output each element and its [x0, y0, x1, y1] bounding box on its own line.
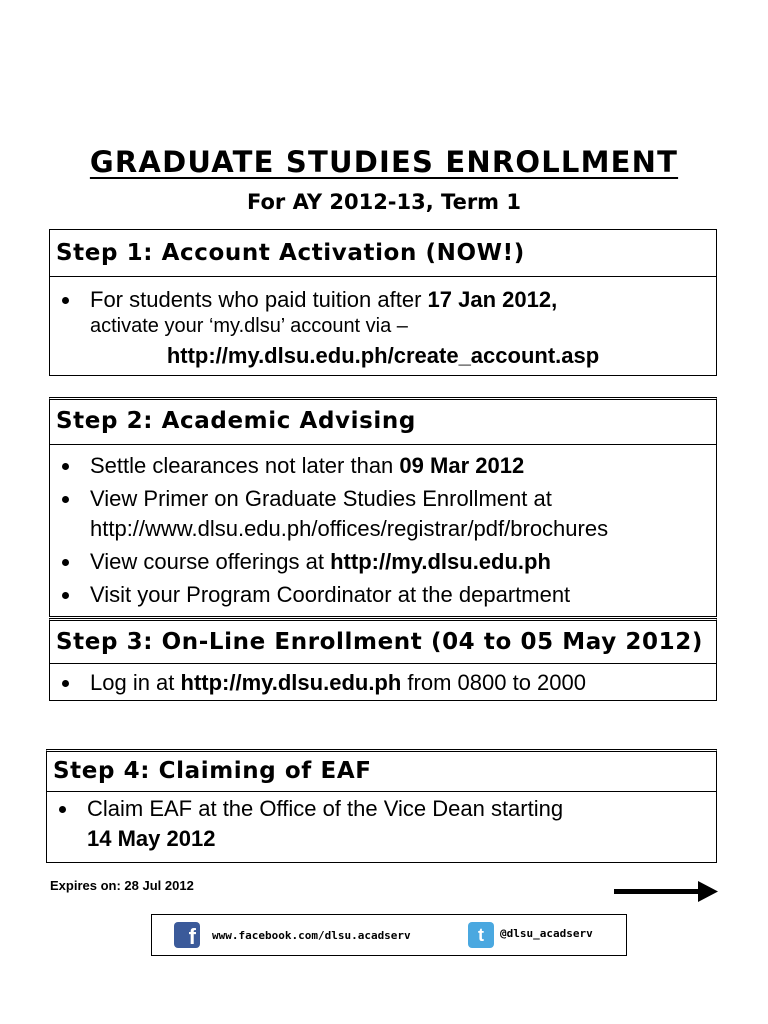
list-item: Claim EAF at the Office of the Vice Dean starting 14 May 2012 [53, 794, 710, 854]
step-2-title: Step 2: Academic Advising [50, 400, 716, 445]
step-3-title: Step 3: On-Line Enrollment (04 to 05 May 2012) [50, 621, 716, 664]
list-item: Log in at http://my.dlsu.edu.ph from 0800 to 2000 [56, 668, 710, 698]
step-4-title: Step 4: Claiming of EAF [47, 752, 716, 792]
list-item: View course offerings at http://my.dlsu.edu.ph [56, 547, 710, 577]
step-3-box [49, 618, 717, 701]
twitter-icon: t [468, 922, 494, 948]
step-2-box [49, 397, 717, 617]
list-item: Settle clearances not later than 09 Mar 2012 [56, 451, 710, 481]
facebook-link[interactable]: www.facebook.com/dlsu.acadserv [212, 929, 411, 942]
step-1-box [49, 229, 717, 376]
create-account-link[interactable]: http://my.dlsu.edu.ph/create_account.asp [166, 342, 600, 368]
brochures-link[interactable]: http://www.dlsu.edu.ph/offices/registrar/pdf/brochures [90, 515, 609, 541]
twitter-link[interactable]: @dlsu_acadserv [500, 927, 593, 940]
step-1-title: Step 1: Account Activation (NOW!) [50, 230, 716, 277]
course-offerings-link[interactable]: http://my.dlsu.edu.ph [330, 548, 551, 574]
list-item: For students who paid tuition after 17 Jan 2012, [56, 285, 710, 315]
step-4-box [46, 749, 717, 863]
page-subtitle: For AY 2012-13, Term 1 [247, 190, 521, 214]
facebook-icon: f [174, 922, 200, 948]
step-1-instruction: activate your ‘my.dlsu’ account via – [90, 314, 408, 337]
list-item: Visit your Program Coordinator at the department [56, 580, 710, 610]
page-title: GRADUATE STUDIES ENROLLMENT [89, 145, 679, 179]
list-item: View Primer on Graduate Studies Enrollment at http://www.dlsu.edu.ph/offices/registrar/pdf/brochures [56, 484, 710, 544]
right-arrow-icon [614, 880, 718, 904]
login-link[interactable]: http://my.dlsu.edu.ph [180, 670, 402, 695]
social-links-box [151, 914, 627, 956]
expiry-date: Expires on: 28 Jul 2012 [50, 878, 194, 893]
